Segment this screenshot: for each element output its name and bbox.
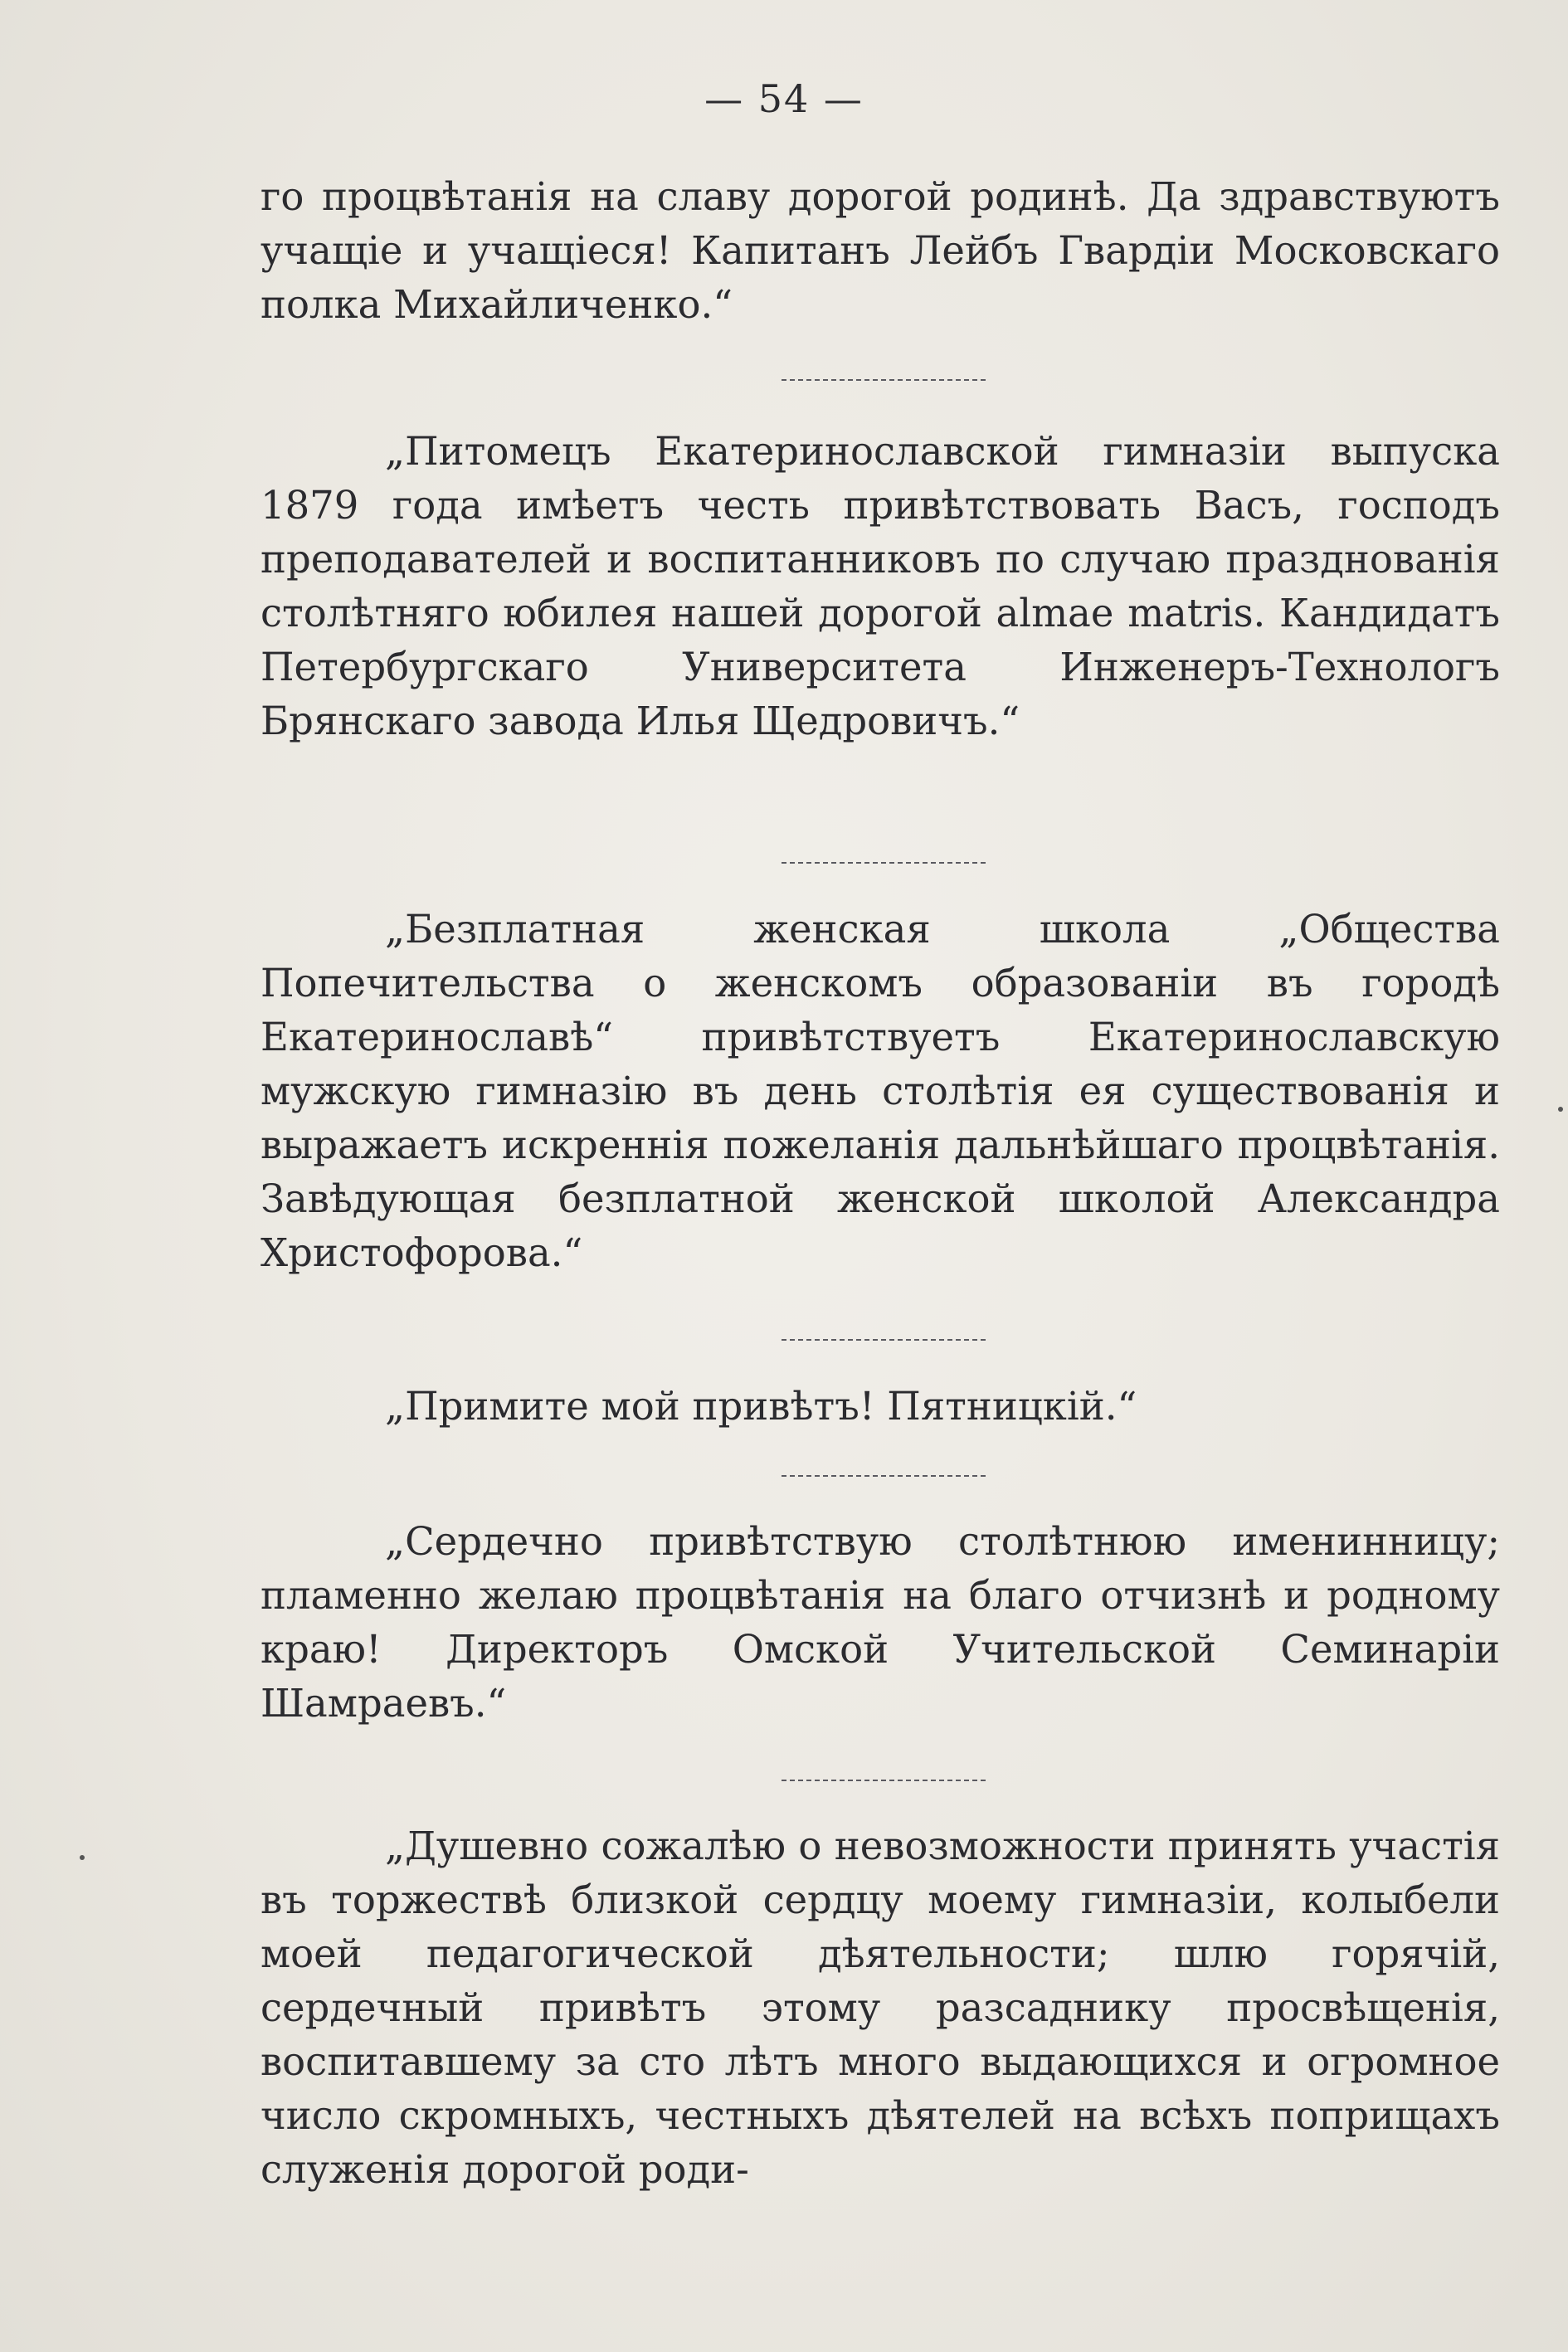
paper-speck [80, 1855, 85, 1860]
paper-speck [1558, 1107, 1563, 1112]
section-divider [782, 1475, 986, 1477]
greeting-shamraev [261, 1515, 1500, 1731]
section-divider [782, 379, 986, 381]
section-divider [782, 862, 986, 864]
paragraph-text: „Сердечно привѣтствую столѣтнюю именинницу; пламенно желаю процвѣтанія на благо отчизнѣ и родному краю! Директоръ Омской Учительской Семинаріи Шамраевъ.“ [261, 1519, 1500, 1726]
paragraph-text: „Душевно сожалѣю о невозможности принять участія въ торжествѣ близкой сердцу моему гимназіи, колыбели моей педагогической дѣятельности; шлю горячій, сердечный привѣтъ этому разсаднику просвѣщенія, воспитавшему за сто лѣтъ много выдающихся и огромное число скромныхъ, честныхъ дѣятелей на всѣхъ поприщахъ служенія дорогой роди- [261, 1824, 1500, 2192]
greeting-shchedrovich [261, 425, 1500, 748]
paragraph-text: „Питомецъ Екатеринославской гимназіи выпуска 1879 года имѣетъ честь привѣтствовать Васъ, господъ преподавателей и воспитанниковъ по случаю празднованія столѣтняго юбилея нашей дорогой almae matris. Кандидатъ Петербургскаго Университета Инженеръ-Технологъ Брянскаго завода Илья Щедровичъ.“ [261, 429, 1500, 743]
section-divider [782, 1780, 986, 1781]
paragraph-continuation [261, 170, 1500, 332]
page-number: — 54 — [704, 76, 864, 121]
paragraph-text: „Безплатная женская школа „Общества Попечительства о женскомъ образованіи въ городѣ Екатеринославѣ“ привѣтствуетъ Екатеринославскую мужскую гимназію въ день столѣтія ея существованія и выражаетъ искреннія пожеланія дальнѣйшаго процвѣтанія. Завѣдующая безплатной женской школой Александра Христофорова.“ [261, 907, 1500, 1275]
paragraph-text: „Примите мой привѣтъ! Пятницкій.“ [385, 1384, 1137, 1429]
section-divider [782, 1339, 986, 1341]
greeting-pyatnitsky [261, 1380, 1500, 1434]
greeting-continuing [261, 1819, 1500, 2197]
paragraph-text: го процвѣтанія на славу дорогой родинѣ. Да здравствуютъ учащіе и учащіеся! Капитанъ Лейбъ Гвардіи Московскаго полка Михайличенко.“ [261, 174, 1500, 327]
greeting-womens-school [261, 903, 1500, 1280]
